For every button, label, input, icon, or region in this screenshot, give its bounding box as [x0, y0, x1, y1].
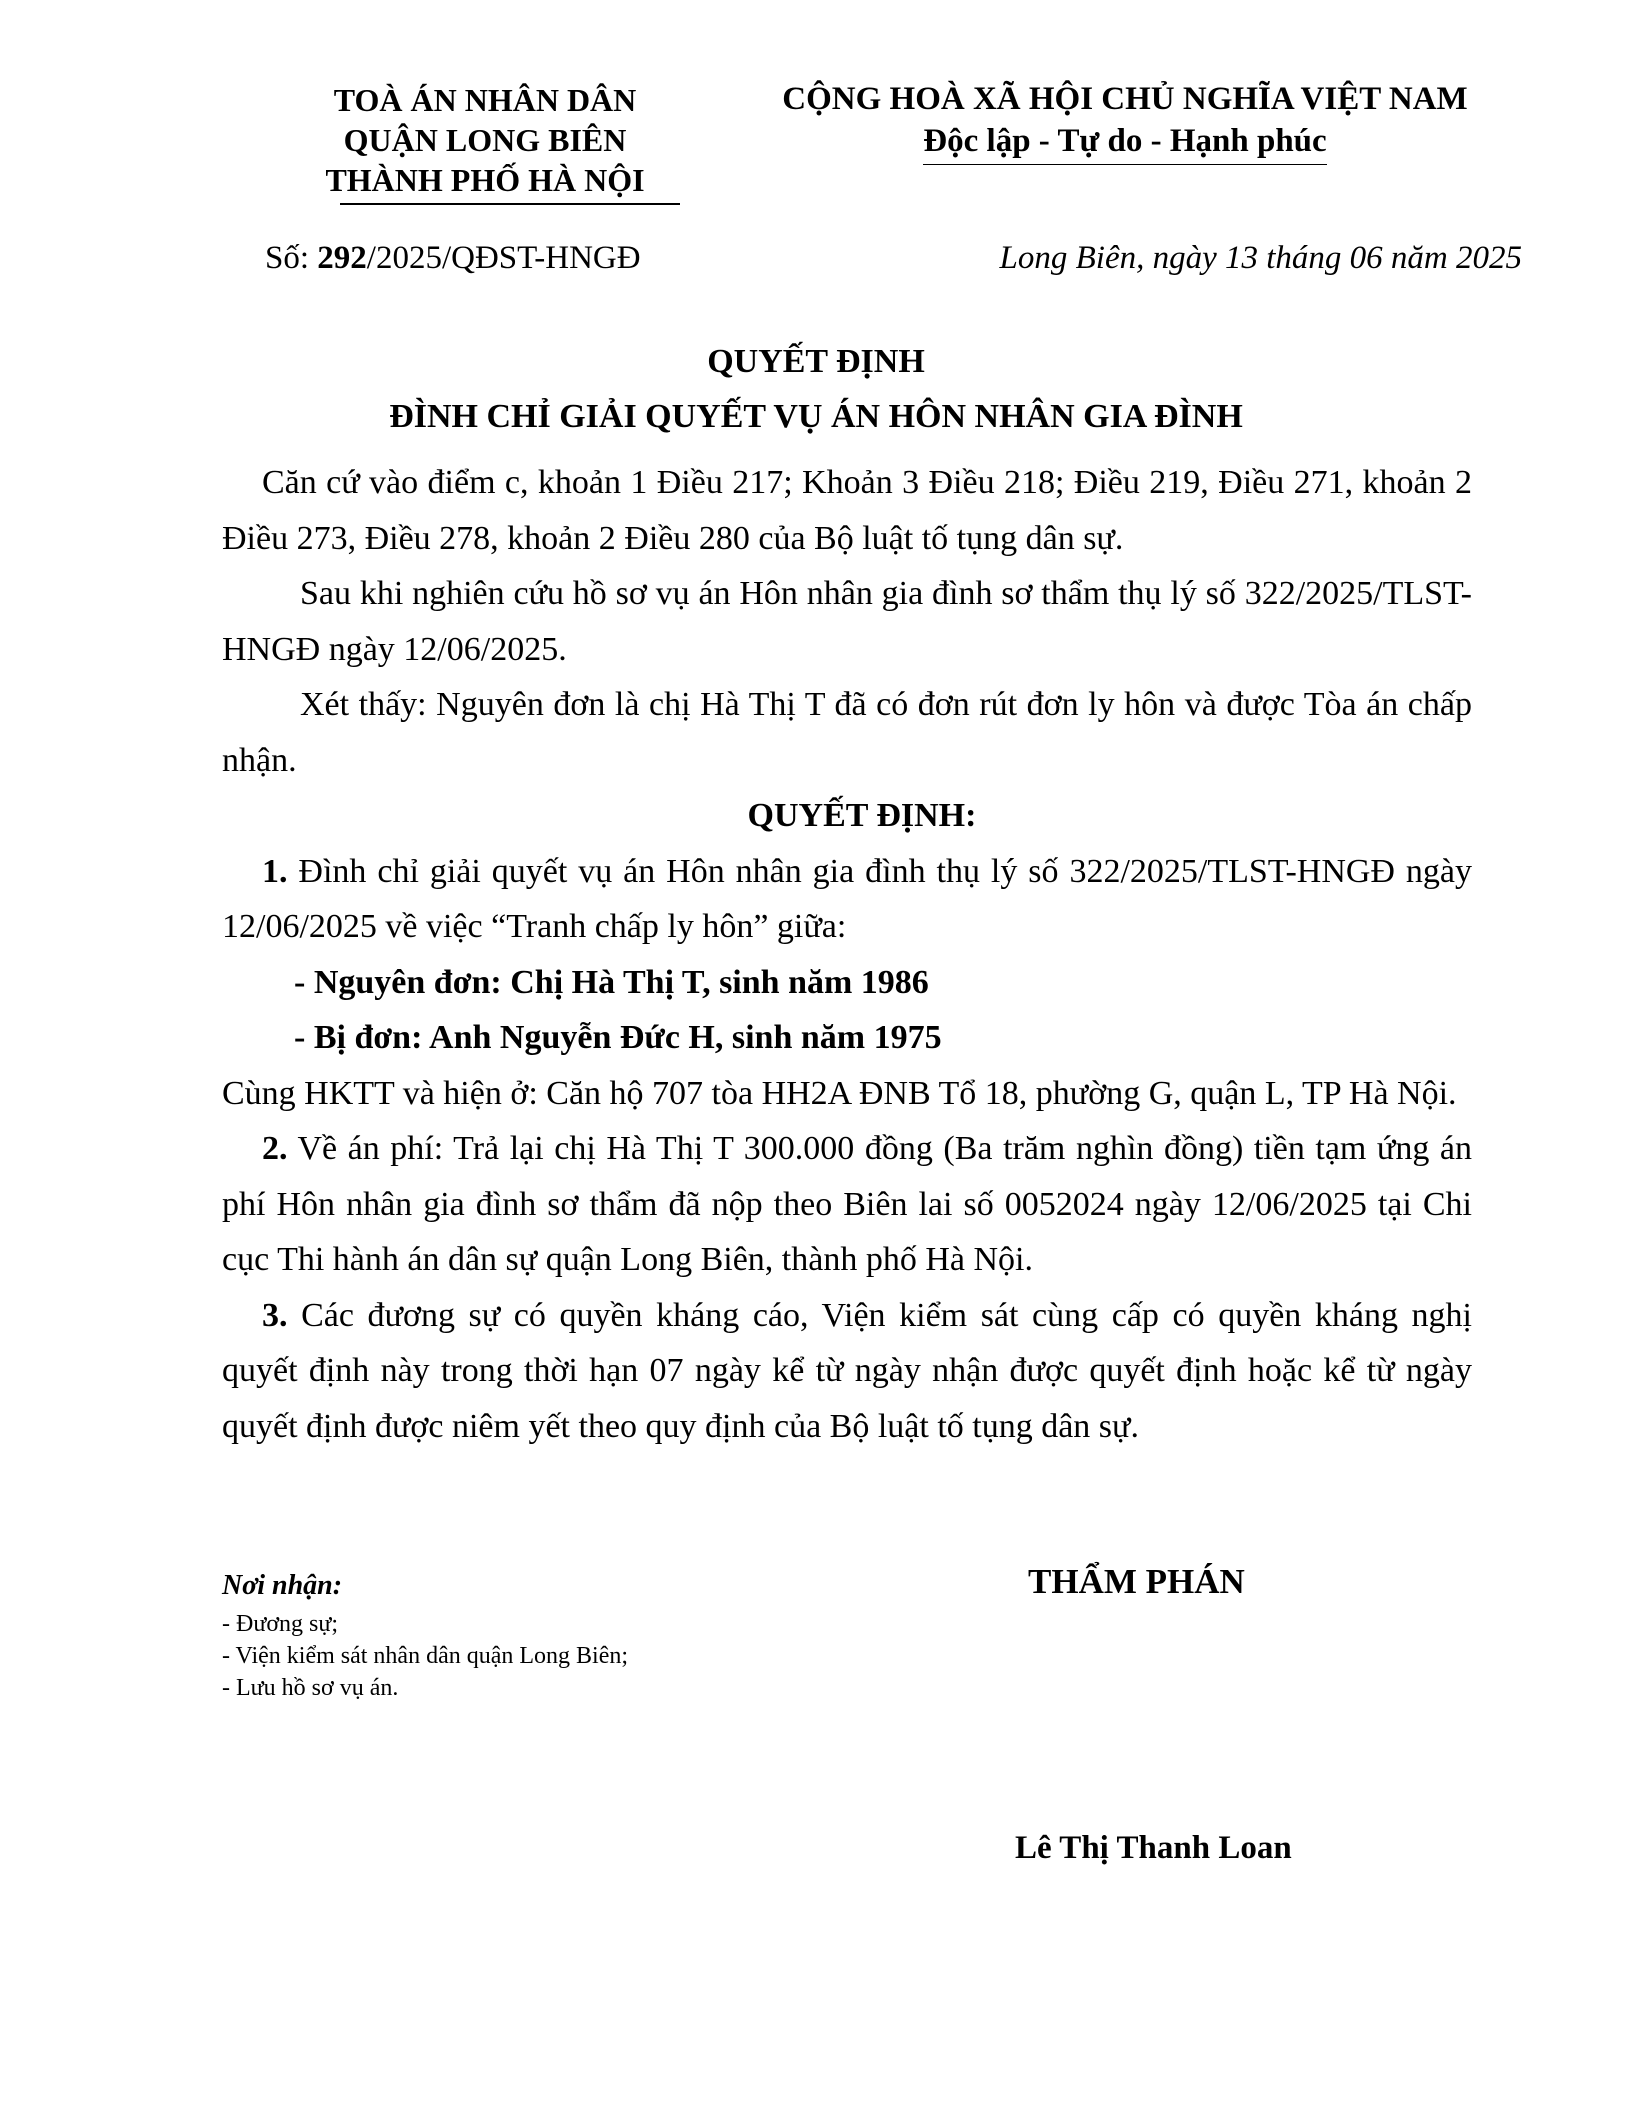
document-number-prefix: Số:	[265, 240, 318, 276]
item-number: 3.	[262, 1296, 288, 1334]
recipient-item: - Lưu hồ sơ vụ án.	[222, 1675, 399, 1701]
decision-item-1	[222, 844, 1472, 955]
national-header	[760, 78, 1490, 165]
document-number	[265, 237, 641, 279]
item-number: 2.	[262, 1130, 288, 1167]
court-header-underline	[340, 203, 680, 205]
item-text: Các đương sự có quyền kháng cáo, Viện kiểm sát cùng cấp có quyền kháng nghị quyết định này trong thời hạn 07 ngày kể từ ngày nhận được quyết định hoặc kể từ ngày quyết định được niêm yết theo quy định của Bộ luật tố tụng dân sự.	[222, 1296, 1472, 1445]
recipients-title: Nơi nhận:	[222, 1570, 343, 1601]
court-name: TOÀ ÁN NHÂN DÂN	[333, 82, 637, 118]
item-number: 1.	[262, 852, 288, 890]
recipient-item: - Viện kiểm sát nhân dân quận Long Biên;	[222, 1643, 629, 1669]
national-motto: Độc lập - Tự do - Hạnh phúc	[923, 120, 1326, 165]
address-paragraph: Cùng HKTT và hiện ở: Căn hộ 707 tòa HH2A ĐNB Tổ 18, phường G, quận L, TP Hà Nội.	[222, 1074, 1457, 1112]
document-body	[222, 455, 1472, 1454]
document-title: QUYẾT ĐỊNH	[707, 343, 925, 380]
review-paragraph: Sau khi nghiên cứu hồ sơ vụ án Hôn nhân gia đình sơ thẩm thụ lý số 322/2025/TLST-HNGĐ ngày 12/06/2025.	[222, 575, 1472, 668]
decision-heading: QUYẾT ĐỊNH:	[747, 797, 977, 834]
court-header	[290, 80, 680, 200]
decision-item-3	[222, 1288, 1472, 1455]
judge-name: Lê Thị Thanh Loan	[1015, 1830, 1292, 1866]
judge-title: THẨM PHÁN	[1028, 1562, 1245, 1601]
recipient-item: - Đương sự;	[222, 1611, 339, 1637]
consideration-paragraph: Xét thấy: Nguyên đơn là chị Hà Thị T đã có đơn rút đơn ly hôn và được Tòa án chấp nhận.	[222, 686, 1472, 779]
document-subtitle: ĐÌNH CHỈ GIẢI QUYẾT VỤ ÁN HÔN NHÂN GIA ĐÌNH	[389, 398, 1243, 435]
court-district: QUẬN LONG BIÊN	[343, 122, 627, 158]
plaintiff-line: - Nguyên đơn: Chị Hà Thị T, sinh năm 1986	[294, 963, 929, 1001]
legal-basis-paragraph: Căn cứ vào điểm c, khoản 1 Điều 217; Khoản 3 Điều 218; Điều 219, Điều 271, khoản 2 Điều 273, Điều 278, khoản 2 Điều 280 của Bộ luật tố tụng dân sự.	[222, 464, 1472, 557]
issue-date: Long Biên, ngày 13 tháng 06 năm 2025	[999, 240, 1522, 276]
recipients-list	[222, 1608, 628, 1704]
court-city: THÀNH PHỐ HÀ NỘI	[325, 162, 645, 198]
country-name: CỘNG HOÀ XÃ HỘI CHỦ NGHĨA VIỆT NAM	[782, 81, 1468, 117]
document-number-value: 292	[317, 240, 367, 276]
document-number-suffix: /2025/QĐST-HNGĐ	[366, 240, 641, 276]
item-text: Về án phí: Trả lại chị Hà Thị T 300.000 đồng (Ba trăm nghìn đồng) tiền tạm ứng án phí Hôn nhân gia đình sơ thẩm đã nộp theo Biên lai số 0052024 ngày 12/06/2025 tại Chi cục Thi hành án dân sự quận Long Biên, thành phố Hà Nội.	[222, 1130, 1472, 1278]
item-text: Đình chỉ giải quyết vụ án Hôn nhân gia đình thụ lý số 322/2025/TLST-HNGĐ ngày 12/06/2025 về việc “Tranh chấp ly hôn” giữa:	[222, 852, 1472, 945]
defendant-line: - Bị đơn: Anh Nguyễn Đức H, sinh năm 1975	[294, 1019, 942, 1056]
decision-item-2	[222, 1121, 1472, 1288]
